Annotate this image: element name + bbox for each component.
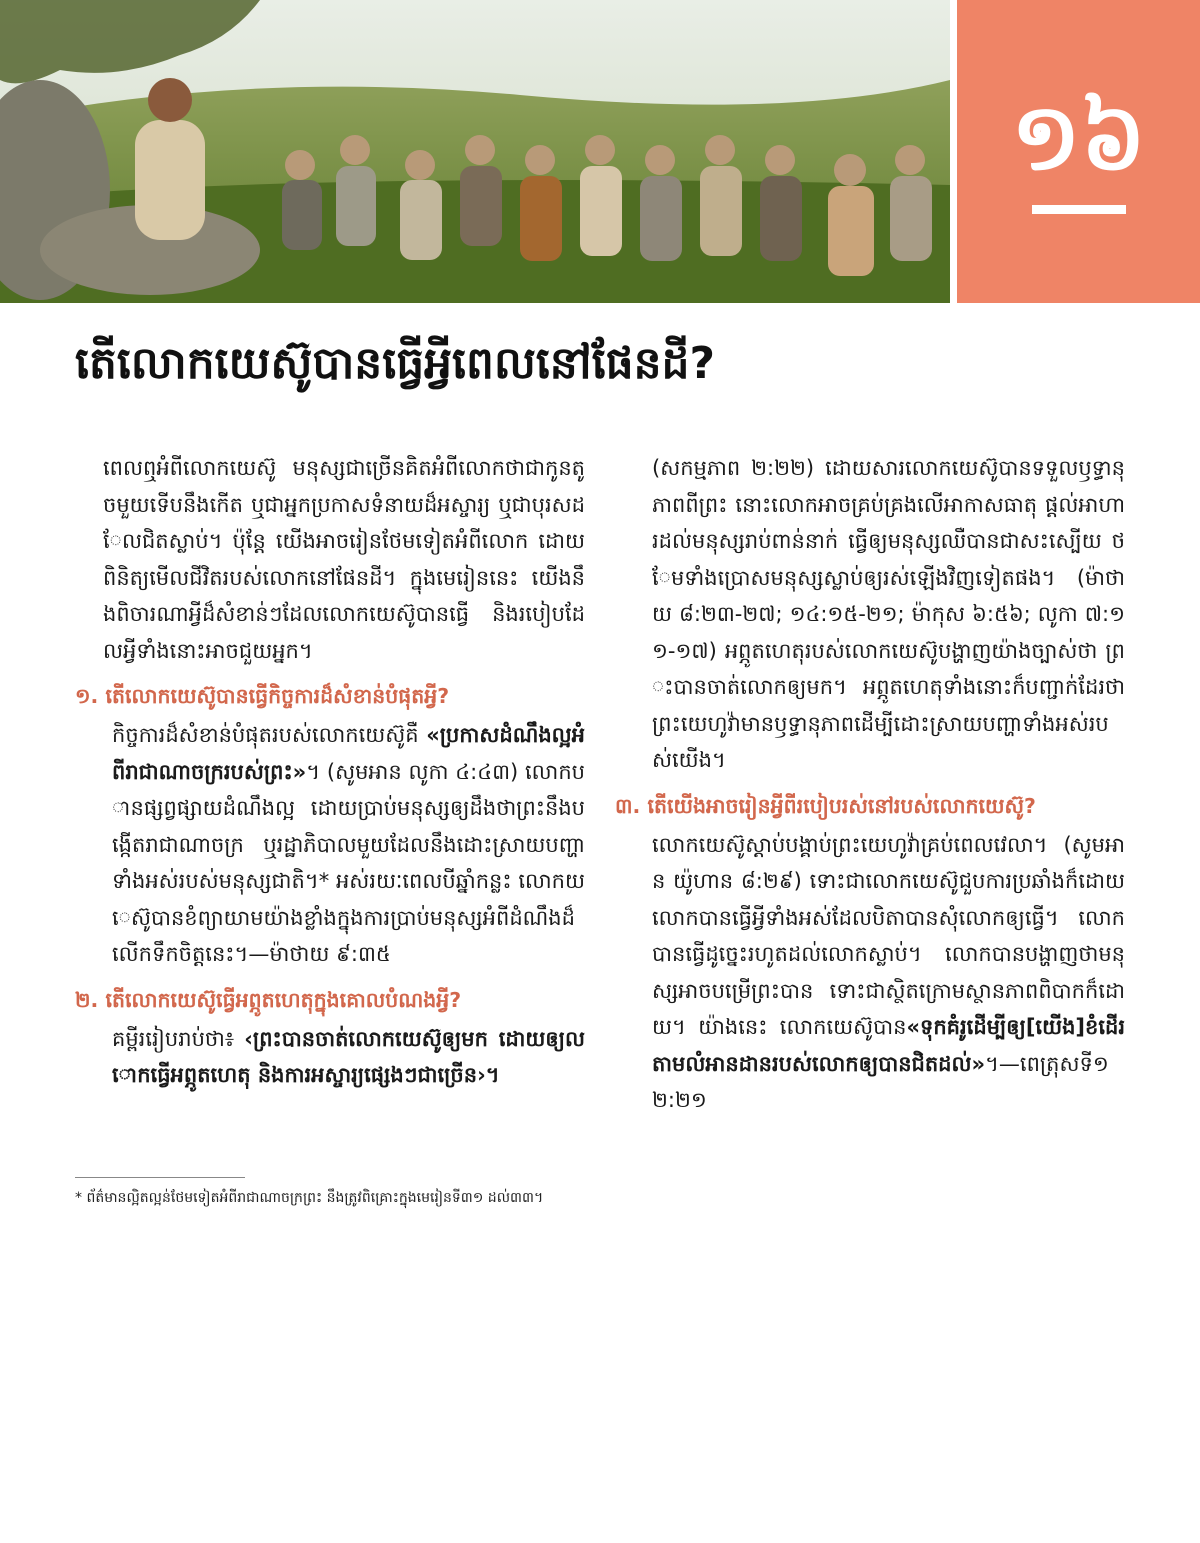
question-2 [75,983,585,1017]
answer-2-paragraph [75,1021,585,1094]
answer-3-emphasis: «ទុកគំរូដើម្បីឲ្យ[យើង]ខំដើរតាមលំអានដានរបស់លោកឲ្យបានជិតដល់» [652,1015,1125,1076]
lesson-number-badge [957,0,1200,303]
answer-3-lead: លោកយេស៊ូស្ដាប់បង្គាប់ព្រះយេហូវ៉ាគ្រប់ពេលវេលា។ (សូមអាន យ៉ូហាន ៨:២៩) ទោះជាលោកយេស៊ូជួបការប្រឆាំងក៏ដោយ លោកបានធ្វើអ្វីទាំងអស់ដែលបិតាបានសុំលោកឲ្យធ្វើ។ លោកបានធ្វើដូច្នេះរហូតដល់លោកស្លាប់។ លោកបានបង្ហាញថាមនុស្សអាចបម្រើព្រះបាន ទោះជាស្ថិតក្រោមស្ថានភាពពិបាកក៏ដោយ។ យ៉ាងនេះ លោកយេស៊ូបាន [652,832,1125,1039]
answer-1-paragraph [75,717,585,973]
answer-3-rest: ។—ពេត្រុសទី១ ២:២១ [652,1051,1109,1112]
lesson-number-underline [1032,205,1126,214]
right-column [615,450,1125,1119]
answer-1-rest: ។ (សូមអាន លូកា ៤:៤៣) លោកបានផ្សព្វផ្សាយដំណឹងល្អ ដោយប្រាប់មនុស្សឲ្យដឹងថាព្រះនឹងបង្កើតរាជាណាចក្រ ឬរដ្ឋាភិបាលមួយដែលនឹងដោះស្រាយបញ្ហាទាំងអស់របស់មនុស្សជាតិ។* អស់រយៈពេលបីឆ្នាំកន្លះ លោកយេស៊ូបានខំព្យាយាមយ៉ាងខ្លាំងក្នុងការប្រាប់មនុស្សអំពីដំណឹងដ៏លើកទឹកចិត្តនេះ។—ម៉ាថាយ ៩:៣៥ [112,759,585,966]
answer-1-lead: កិច្ចការដ៏សំខាន់បំផុតរបស់លោកយេស៊ូគឺ [112,723,427,747]
question-2-number: ២. [75,987,99,1012]
intro-paragraph: ពេលឮអំពីលោកយេស៊ូ មនុស្សជាច្រើនគិតអំពីលោកថាជាកូនតូចមួយទើបនឹងកើត ឬជាអ្នកប្រកាសទំនាយដ៏អស្ចារ្យ ឬជាបុរសដែលជិតស្លាប់។ ប៉ុន្តែ យើងអាចរៀនថែមទៀតអំពីលោក ដោយពិនិត្យមើលជីវិតរបស់លោកនៅផែនដី។ ក្នុងមេរៀននេះ យើងនឹងពិចារណាអ្វីដ៏សំខាន់ៗដែលលោកយេស៊ូបានធ្វើ និងរបៀបដែលអ្វីទាំងនោះអាចជួយអ្នក។ [103,456,585,663]
answer-2-emphasis: ‹ព្រះបានចាត់លោកយេស៊ូឲ្យមក ដោយឲ្យលោកធ្វើអព្ភូតហេតុ និងការអស្ចារ្យផ្សេងៗជាច្រើន›។ [112,1026,585,1087]
question-3 [615,789,1125,823]
left-column [75,450,585,1094]
lesson-number: ១៦ [1011,84,1146,191]
question-1-text: តើលោកយេស៊ូបានធ្វើកិច្ចការដ៏សំខាន់បំផុតអ្វី? [105,684,450,708]
question-3-text: តើយើងអាចរៀនអ្វីពីរបៀបរស់នៅរបស់លោកយេស៊ូ? [647,793,1036,818]
question-3-number: ៣. [615,793,641,818]
page-title: តើលោកយេស៊ូបានធ្វើអ្វីពេលនៅផែនដី? [75,338,715,389]
lesson-illustration [0,0,950,303]
footnote-divider [75,1177,245,1178]
answer-2-lead: គម្ពីររៀបរាប់ថា៖ [112,1026,245,1051]
answer-2-continued: (សកម្មភាព ២:២២) ដោយសារលោកយេស៊ូបានទទួលឫទ្ធានុភាពពីព្រះ នោះលោកអាចគ្រប់គ្រងលើអាកាសធាតុ ផ្តល់អាហារដល់មនុស្សរាប់ពាន់នាក់ ធ្វើឲ្យមនុស្សឈឺបានជាសះស្បើយ ថែមទាំងប្រោសមនុស្សស្លាប់ឲ្យរស់ឡើងវិញទៀតផង។ (ម៉ាថាយ ៨:២៣-២៧; ១៤:១៥-២១; ម៉ាកុស ៦:៥៦; លូកា ៧:១១-១៧) អព្ភូតហេតុរបស់លោកយេស៊ូបង្ហាញយ៉ាងច្បាស់ថា ព្រះបានចាត់លោកឲ្យមក។ អព្ភូតហេតុទាំងនោះក៏បញ្ជាក់ដែរថា ព្រះយេហូវ៉ាមានឫទ្ធានុភាពដើម្បីដោះស្រាយបញ្ហាទាំងអស់របស់យើង។ [652,456,1125,772]
question-2-text: តើលោកយេស៊ូធ្វើអព្ភូតហេតុក្នុងគោលបំណងអ្វី? [105,987,462,1012]
footnote: * ព័ត៌មានល្អិតល្អន់ថែមទៀតអំពីរាជាណាចក្រព្រះ នឹងត្រូវពិគ្រោះក្នុងមេរៀនទី៣១ ដល់៣៣។ [75,1190,544,1206]
question-1 [75,679,585,713]
question-1-number: ១. [75,684,99,708]
answer-1-emphasis: «ប្រកាសដំណឹងល្អអំពីរាជាណាចក្ររបស់ព្រះ» [112,723,585,784]
answer-3-paragraph [615,827,1125,1119]
